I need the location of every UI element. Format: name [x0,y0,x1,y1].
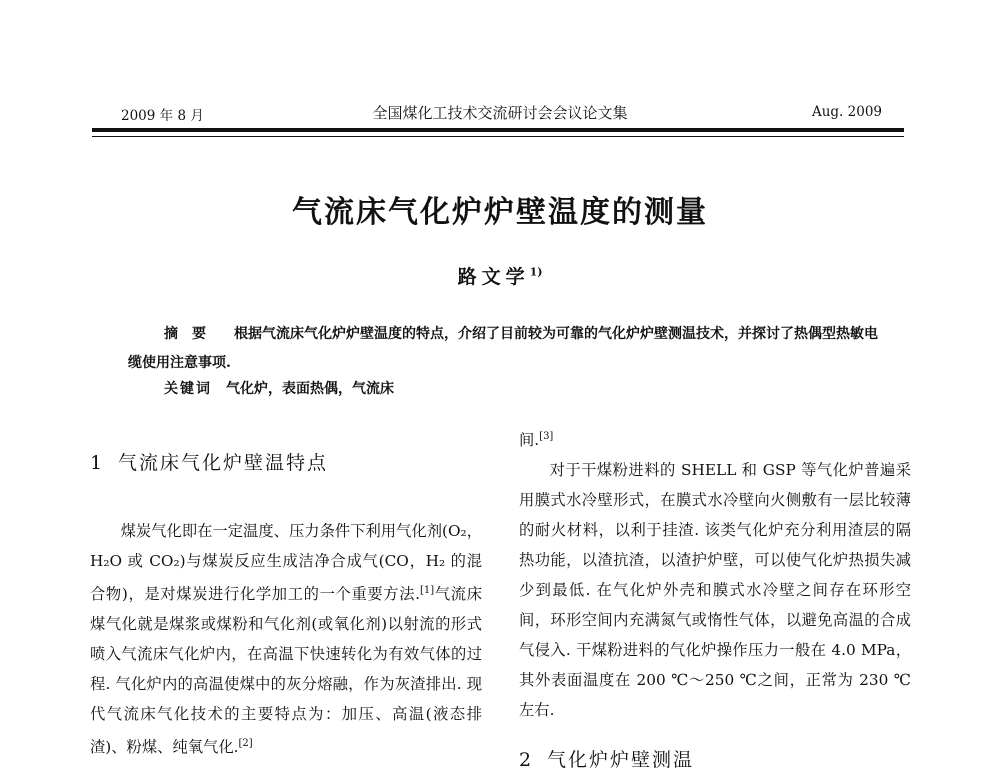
section-2-title: 气化炉炉壁测温 [547,749,695,772]
section-1-title: 气流床气化炉壁温特点 [118,452,329,474]
section-1-heading [90,448,482,478]
section-1-paragraph [90,516,482,762]
right-column [519,422,911,775]
paper-title: 气流床气化炉炉壁温度的测量 [292,195,708,230]
section-2-number: 2 [519,749,532,772]
citation-1: [1] [420,585,435,596]
abstract-text: 根据气流床气化炉炉壁温度的特点，介绍了目前较为可靠的气化炉炉壁测温技术，并探讨了热偶型热敏电缆使用注意事项. [128,326,878,371]
keywords-text: 气化炉，表面热偶，气流床 [226,381,394,397]
continued-text [519,422,911,455]
section-2-heading [519,745,911,775]
running-header-date-en: Aug. 2009 [811,104,882,120]
abstract [128,320,878,378]
author-name: 路文学 [457,266,530,288]
section-1-text-b: 气流床煤气化就是煤浆或煤粉和气化剂(或氧化剂)以射流的形式喷入气流床气化炉内，在高温下快速转化为有效气体的过程. 气化炉内的高温使煤中的灰分熔融，作为灰渣排出. 现代气流床气化技术的主要特点为：加压、高温(液态排渣)、粉煤、纯氧气化. [90,585,482,757]
header-rule-thick [92,128,904,132]
running-header-date: 2009 年 8 月 [121,108,204,124]
section-1-number: 1 [90,452,103,474]
left-column [90,448,482,762]
citation-2: [2] [238,738,253,750]
abstract-label: 摘要 [164,326,220,342]
membrane-wall-paragraph: 对于干煤粉进料的 SHELL 和 GSP 等气化炉普遍采用膜式水冷壁形式，在膜式水冷壁向火侧敷有一层比较薄的耐火材料，以利于挂渣. 该类气化炉充分利用渣层的隔热功能，以渣抗渣，以渣护炉壁，可以使气化炉热损失减少到最低. 在气化炉外壳和膜式水冷壁之间存在环形空间，环形空间内充满氮气或惰性气体，以避免高温的合成气侵入. 干煤粉进料的气化炉操作压力一般在 4.0 MPa，其外表面温度在 200 ℃～250 ℃之间，正常为 230 ℃左右. [519,461,911,720]
section-1-text-a: 煤炭气化即在一定温度、压力条件下利用气化剂(O₂，H₂O 或 CO₂)与煤炭反应生成洁净合成气(CO，H₂ 的混合物)，是对煤炭进行化学加工的一个重要方法. [90,522,482,604]
citation-3: [3] [539,431,554,442]
author-line [0,262,1000,289]
running-header-proceedings: 全国煤化工技术交流研讨会会议论文集 [372,104,628,122]
keywords-label: 关键词 [164,381,212,397]
header-rule-thin [92,136,904,137]
author-footnote-mark: 1) [529,265,543,279]
keywords [164,378,394,398]
continued-word: 间. [519,431,540,450]
